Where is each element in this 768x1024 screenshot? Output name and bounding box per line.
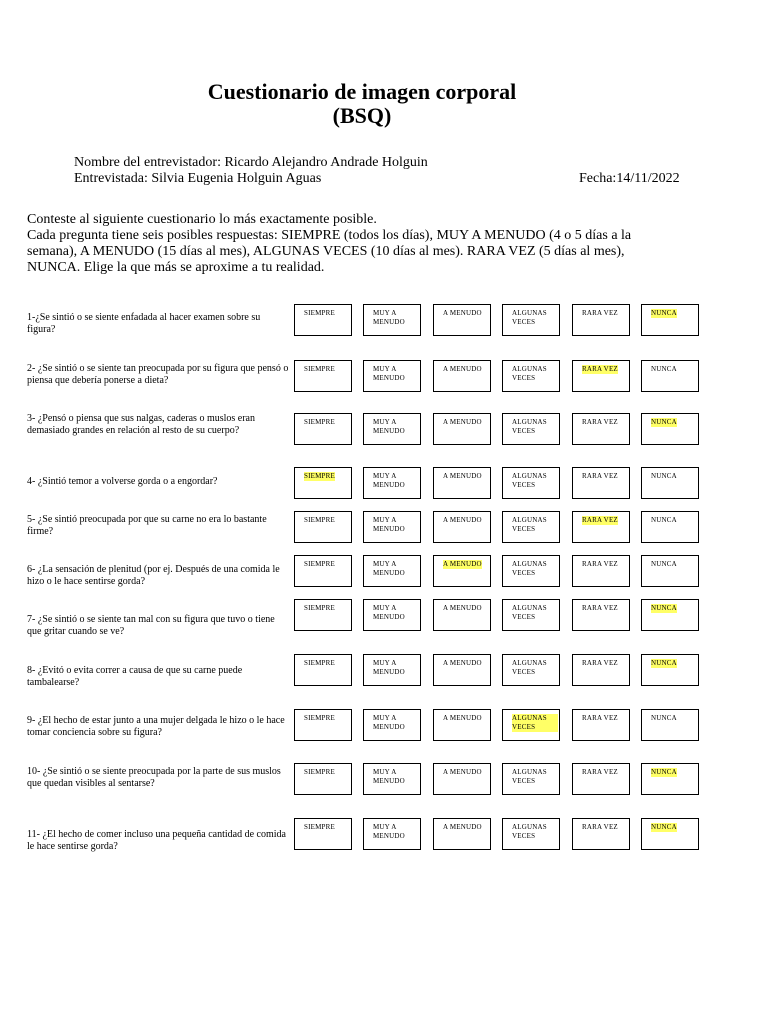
answer-option-label: MUY A MENUDO bbox=[373, 309, 405, 326]
answer-option-label: ALGUNAS VECES bbox=[512, 418, 547, 435]
question-text: 10- ¿Se sintió o se siente preocupada por la parte de sus muslos que quedan visibles al sentarse? bbox=[27, 766, 281, 789]
answer-option[interactable] bbox=[363, 304, 421, 336]
answer-option[interactable] bbox=[294, 599, 352, 631]
question-text: 9- ¿El hecho de estar junto a una mujer delgada le hizo o le hace tomar conciencia sobre su figura? bbox=[27, 715, 285, 738]
answer-option-label: MUY A MENUDO bbox=[373, 472, 405, 489]
answer-option-label: ALGUNAS VECES bbox=[512, 516, 547, 533]
title-line-1: Cuestionario de imagen corporal bbox=[207, 79, 517, 104]
answer-option[interactable] bbox=[363, 511, 421, 543]
answer-option[interactable] bbox=[572, 413, 630, 445]
answer-option[interactable] bbox=[294, 654, 352, 686]
answer-option-label: SIEMPRE bbox=[304, 823, 335, 831]
answer-option[interactable] bbox=[502, 818, 560, 850]
question-text: 2- ¿Se sintió o se siente tan preocupada por su figura que pensó o piensa que debería ponerse a dieta? bbox=[27, 363, 289, 386]
answer-option-label: A MENUDO bbox=[443, 309, 482, 317]
answer-option-label: SIEMPRE bbox=[304, 659, 335, 667]
answer-option-label: NUNCA bbox=[651, 418, 677, 426]
answer-option-selected[interactable] bbox=[641, 304, 699, 336]
answer-option[interactable] bbox=[502, 763, 560, 795]
document-title bbox=[120, 80, 604, 128]
answer-option-label: SIEMPRE bbox=[304, 309, 335, 317]
answer-option-label: MUY A MENUDO bbox=[373, 365, 405, 382]
answer-option-label: ALGUNAS VECES bbox=[512, 604, 547, 621]
answer-option-label: MUY A MENUDO bbox=[373, 516, 405, 533]
answer-option-label: NUNCA bbox=[651, 516, 677, 524]
answer-option[interactable] bbox=[502, 599, 560, 631]
answer-option[interactable] bbox=[502, 654, 560, 686]
answer-option-label: NUNCA bbox=[651, 604, 677, 612]
answer-option[interactable] bbox=[433, 818, 491, 850]
question-text: 11- ¿El hecho de comer incluso una pequeña cantidad de comida le hace sentirse gorda? bbox=[27, 829, 286, 852]
answer-option[interactable] bbox=[502, 555, 560, 587]
interviewee-name: Entrevistada: Silvia Eugenia Holguin Aguas bbox=[74, 171, 322, 186]
answer-option[interactable] bbox=[572, 763, 630, 795]
answer-option-label: SIEMPRE bbox=[304, 365, 335, 373]
question-text: 8- ¿Evitó o evita correr a causa de que su carne puede tambalearse? bbox=[27, 665, 243, 688]
answer-option-label: RARA VEZ bbox=[582, 472, 618, 480]
answer-option[interactable] bbox=[502, 511, 560, 543]
answer-option[interactable] bbox=[294, 818, 352, 850]
answer-option-label: RARA VEZ bbox=[582, 823, 618, 831]
answer-option[interactable] bbox=[433, 413, 491, 445]
interviewer-name: Nombre del entrevistador: Ricardo Alejandro Andrade Holguin bbox=[74, 155, 428, 170]
answer-option[interactable] bbox=[363, 360, 421, 392]
answer-option-label: MUY A MENUDO bbox=[373, 659, 405, 676]
answer-option-label: MUY A MENUDO bbox=[373, 418, 405, 435]
answer-option-label: A MENUDO bbox=[443, 472, 482, 480]
answer-option-label: RARA VEZ bbox=[582, 768, 618, 776]
instructions bbox=[27, 212, 667, 276]
answer-option[interactable] bbox=[363, 709, 421, 741]
answer-option-selected[interactable] bbox=[572, 511, 630, 543]
answer-option[interactable] bbox=[363, 818, 421, 850]
answer-option-label: A MENUDO bbox=[443, 560, 482, 568]
answer-option-label: MUY A MENUDO bbox=[373, 823, 405, 840]
answer-option-label: MUY A MENUDO bbox=[373, 604, 405, 621]
answer-option[interactable] bbox=[433, 654, 491, 686]
answer-option[interactable] bbox=[641, 360, 699, 392]
answer-option-label: RARA VEZ bbox=[582, 714, 618, 722]
answer-option-label: ALGUNAS VECES bbox=[512, 560, 547, 577]
answer-option-label: SIEMPRE bbox=[304, 604, 335, 612]
answer-option[interactable] bbox=[294, 709, 352, 741]
answer-option-label: RARA VEZ bbox=[582, 418, 618, 426]
answer-option-selected[interactable] bbox=[641, 654, 699, 686]
answer-option-label: A MENUDO bbox=[443, 714, 482, 722]
answer-option-label: RARA VEZ bbox=[582, 365, 618, 373]
question-text: 3- ¿Pensó o piensa que sus nalgas, caderas o muslos eran demasiado grandes en relación al resto de su cuerpo? bbox=[27, 413, 255, 436]
answer-option[interactable] bbox=[433, 360, 491, 392]
answer-option-selected[interactable] bbox=[641, 599, 699, 631]
answer-option[interactable] bbox=[363, 763, 421, 795]
answer-option-selected[interactable] bbox=[502, 709, 560, 741]
answer-option-label: SIEMPRE bbox=[304, 472, 335, 480]
answer-option[interactable] bbox=[502, 467, 560, 499]
answer-option-label: A MENUDO bbox=[443, 418, 482, 426]
answer-option[interactable] bbox=[294, 360, 352, 392]
answer-option-label: ALGUNAS VECES bbox=[512, 714, 558, 732]
answer-option[interactable] bbox=[363, 654, 421, 686]
answer-option-label: ALGUNAS VECES bbox=[512, 365, 547, 382]
answer-option[interactable] bbox=[641, 467, 699, 499]
answer-option-label: ALGUNAS VECES bbox=[512, 472, 547, 489]
answer-option[interactable] bbox=[502, 304, 560, 336]
instructions-line-1: Conteste al siguiente cuestionario lo más exactamente posible. bbox=[27, 212, 377, 227]
answer-option[interactable] bbox=[572, 654, 630, 686]
answer-option[interactable] bbox=[502, 413, 560, 445]
question-text: 1-¿Se sintió o se siente enfadada al hacer examen sobre su figura? bbox=[27, 312, 261, 335]
answer-option[interactable] bbox=[572, 709, 630, 741]
answer-option[interactable] bbox=[294, 763, 352, 795]
answer-option[interactable] bbox=[294, 304, 352, 336]
answer-option[interactable] bbox=[363, 599, 421, 631]
interview-date: Fecha:14/11/2022 bbox=[579, 171, 680, 186]
answer-option-label: SIEMPRE bbox=[304, 714, 335, 722]
answer-option[interactable] bbox=[433, 467, 491, 499]
answer-option-selected[interactable] bbox=[572, 360, 630, 392]
answer-option-label: NUNCA bbox=[651, 714, 677, 722]
answer-option-label: SIEMPRE bbox=[304, 418, 335, 426]
answer-option[interactable] bbox=[641, 709, 699, 741]
answer-option-label: RARA VEZ bbox=[582, 659, 618, 667]
answer-option-label: SIEMPRE bbox=[304, 560, 335, 568]
answer-option[interactable] bbox=[433, 763, 491, 795]
answer-option[interactable] bbox=[433, 599, 491, 631]
answer-option-label: RARA VEZ bbox=[582, 309, 618, 317]
answer-option-label: RARA VEZ bbox=[582, 604, 618, 612]
answer-option-label: A MENUDO bbox=[443, 516, 482, 524]
answer-option-label: A MENUDO bbox=[443, 659, 482, 667]
answer-option[interactable] bbox=[363, 555, 421, 587]
answer-option[interactable] bbox=[363, 413, 421, 445]
answer-option-label: SIEMPRE bbox=[304, 768, 335, 776]
answer-option[interactable] bbox=[641, 555, 699, 587]
answer-option-label: NUNCA bbox=[651, 560, 677, 568]
answer-option-selected[interactable] bbox=[294, 467, 352, 499]
answer-option-label: ALGUNAS VECES bbox=[512, 659, 547, 676]
question-text: 7- ¿Se sintió o se siente tan mal con su figura que tuvo o tiene que gritar cuando se ve? bbox=[27, 614, 275, 637]
answer-option[interactable] bbox=[502, 360, 560, 392]
answer-option[interactable] bbox=[294, 555, 352, 587]
answer-option-label: MUY A MENUDO bbox=[373, 714, 405, 731]
answer-option-label: RARA VEZ bbox=[582, 516, 618, 524]
answer-option-label: A MENUDO bbox=[443, 823, 482, 831]
answer-option-label: A MENUDO bbox=[443, 604, 482, 612]
answer-option-label: A MENUDO bbox=[443, 768, 482, 776]
answer-option[interactable] bbox=[433, 709, 491, 741]
instructions-line-2: Cada pregunta tiene seis posibles respuestas: SIEMPRE (todos los días), MUY A MENUDO (4 o 5 días a la semana), A MENUDO (15 días al mes), ALGUNAS VECES (10 días al mes). RARA VEZ (5 días al mes), NUNCA. Elige la que más se aproxime a tu realidad. bbox=[27, 228, 632, 275]
answer-option-label: ALGUNAS VECES bbox=[512, 823, 547, 840]
answer-option[interactable] bbox=[641, 511, 699, 543]
answer-option-label: NUNCA bbox=[651, 768, 677, 776]
answer-option[interactable] bbox=[294, 413, 352, 445]
answer-option-label: MUY A MENUDO bbox=[373, 768, 405, 785]
question-text: 5- ¿Se sintió preocupada por que su carne no era lo bastante firme? bbox=[27, 514, 267, 537]
answer-option-label: NUNCA bbox=[651, 309, 677, 317]
answer-option-label: ALGUNAS VECES bbox=[512, 768, 547, 785]
answer-option-label: ALGUNAS VECES bbox=[512, 309, 547, 326]
answer-option[interactable] bbox=[433, 511, 491, 543]
answer-option-label: A MENUDO bbox=[443, 365, 482, 373]
answer-option-label: NUNCA bbox=[651, 472, 677, 480]
answer-option-selected[interactable] bbox=[641, 818, 699, 850]
answer-option-label: NUNCA bbox=[651, 659, 677, 667]
answer-option[interactable] bbox=[572, 599, 630, 631]
answer-option-selected[interactable] bbox=[641, 413, 699, 445]
answer-option[interactable] bbox=[294, 511, 352, 543]
answer-option-selected[interactable] bbox=[433, 555, 491, 587]
answer-option[interactable] bbox=[572, 304, 630, 336]
answer-option[interactable] bbox=[572, 818, 630, 850]
answer-option-label: NUNCA bbox=[651, 823, 677, 831]
answer-option[interactable] bbox=[433, 304, 491, 336]
answer-option-label: SIEMPRE bbox=[304, 516, 335, 524]
answer-option[interactable] bbox=[363, 467, 421, 499]
title-line-2: (BSQ) bbox=[332, 103, 392, 128]
answer-option-label: MUY A MENUDO bbox=[373, 560, 405, 577]
answer-option[interactable] bbox=[572, 467, 630, 499]
question-text: 4- ¿Sintió temor a volverse gorda o a engordar? bbox=[27, 476, 218, 487]
answer-option-label: RARA VEZ bbox=[582, 560, 618, 568]
answer-option-label: NUNCA bbox=[651, 365, 677, 373]
answer-option-selected[interactable] bbox=[641, 763, 699, 795]
answer-option[interactable] bbox=[572, 555, 630, 587]
question-text: 6- ¿La sensación de plenitud (por ej. Después de una comida le hizo o le hace sentirse gorda? bbox=[27, 564, 280, 587]
